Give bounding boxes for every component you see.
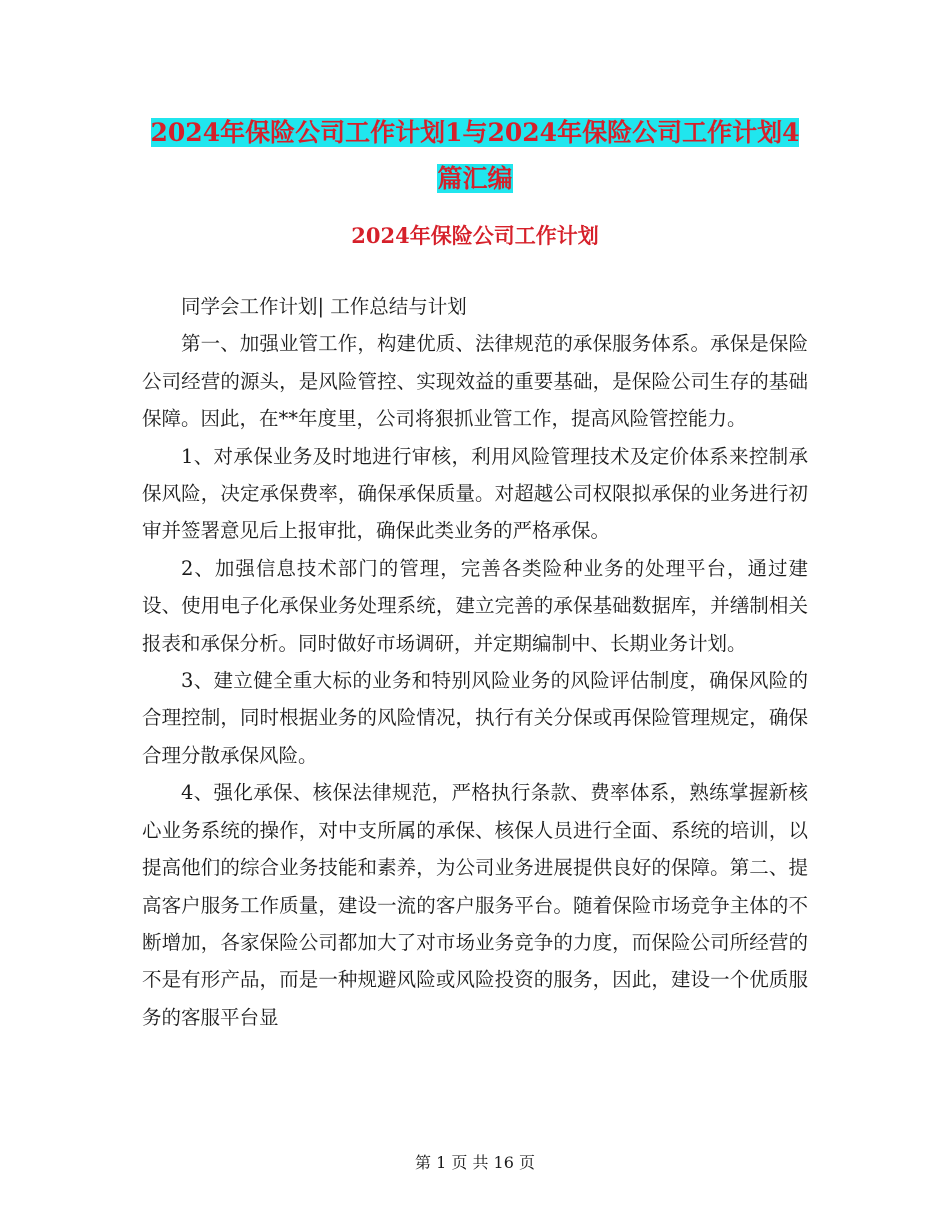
document-body — [142, 288, 808, 1036]
document-title — [140, 110, 810, 202]
paragraph-subtitle: 同学会工作计划| 工作总结与计划 — [181, 295, 467, 318]
paragraph: 3、建立健全重大标的业务和特别风险业务的风险评估制度，确保风险的合理控制，同时根据业务的风险情况，执行有关分保或再保险管理规定，确保合理分散承保风险。 — [142, 669, 808, 767]
section-heading: 2024年保险公司工作计划 — [351, 223, 599, 248]
paragraph: 2、加强信息技术部门的管理，完善各类险种业务的处理平台，通过建设、使用电子化承保业务处理系统，建立完善的承保基础数据库，并缮制相关报表和承保分析。同时做好市场调研，并定期编制中、长期业务计划。 — [142, 556, 808, 655]
page-number-footer: 第 1 页 共 16 页 — [415, 1153, 535, 1172]
paragraph: 4、强化承保、核保法律规范，严格执行条款、费率体系，熟练掌握新核心业务系统的操作，对中支所属的承保、核保人员进行全面、系统的培训，以提高他们的综合业务技能和素养，为公司业务进展提供良好的保障。第二、提高客户服务工作质量，建设一流的客户服务平台。随着保险市场竞争主体的不断增加，各家保险公司都加大了对市场业务竞争的力度，而保险公司所经营的不是有形产品，而是一种规避风险或风险投资的服务，因此，建设一个优质服务的客服平台显 — [142, 781, 808, 1029]
document-title-text: 2024年保险公司工作计划1与2024年保险公司工作计划4篇汇编 — [150, 118, 800, 193]
paragraph: 第一、加强业管工作，构建优质、法律规范的承保服务体系。承保是保险公司经营的源头，是风险管控、实现效益的重要基础，是保险公司生存的基础保障。因此，在**年度里，公司将狠抓业管工作，提高风险管控能力。 — [142, 332, 808, 431]
paragraph: 1、对承保业务及时地进行审核，利用风险管理技术及定价体系来控制承保风险，决定承保费率，确保承保质量。对超越公司权限拟承保的业务进行初审并签署意见后上报审批，确保此类业务的严格承保。 — [142, 444, 808, 543]
